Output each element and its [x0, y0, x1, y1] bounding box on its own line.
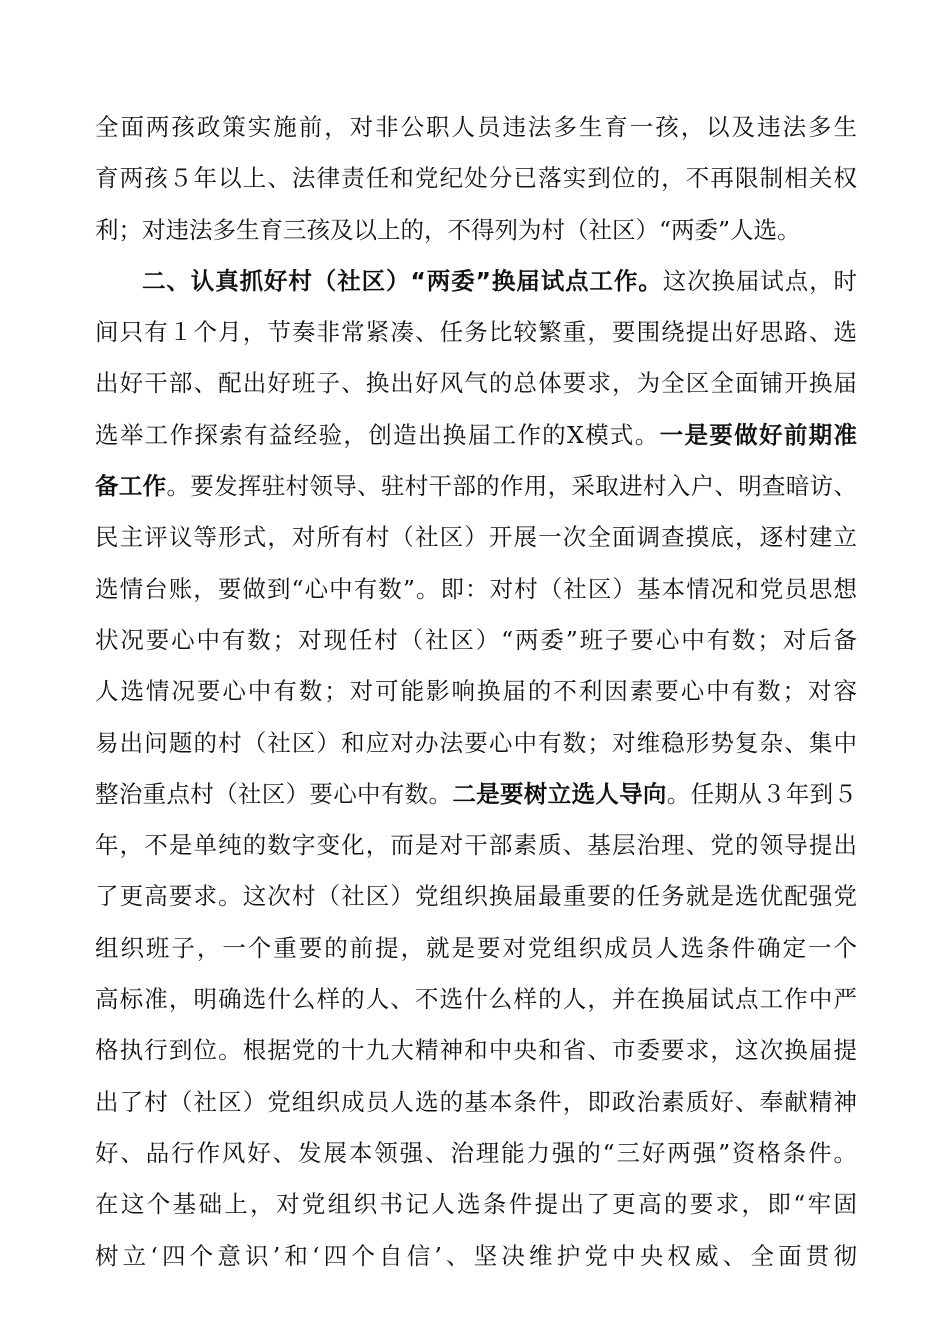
text-line-18 — [95, 974, 857, 1025]
text-line-13 — [95, 718, 857, 769]
text-line-15 — [95, 820, 857, 871]
text-line-20 — [95, 1077, 857, 1128]
section-heading-line — [95, 256, 857, 307]
text-line-9 — [95, 512, 857, 563]
text-line-3 — [95, 205, 857, 256]
line-text: 格执行到位。根据党的十九大精神和中央和省、市委要求，这次换届提 — [95, 1036, 857, 1065]
line-text: 人选情况要心中有数；对可能影响换届的不利因素要心中有数；对容 — [95, 677, 857, 706]
text-line-5 — [95, 307, 857, 358]
text-line-7 — [95, 410, 857, 461]
line-text: 年，不是单纯的数字变化，而是对干部素质、基层治理、党的领导提出 — [95, 831, 857, 860]
text-line-21 — [95, 1128, 857, 1179]
text-line-19 — [95, 1025, 857, 1076]
text-line-10 — [95, 564, 857, 615]
line-text: 好、品行作风好、发展本领强、治理能力强的“三好两强”资格条件。 — [95, 1138, 857, 1167]
line-text: 在这个基础上，对党组织书记人选条件提出了更高的要求，即“牢固 — [95, 1190, 857, 1219]
text-line-2 — [95, 153, 857, 204]
line-text: 。要发挥驻村领导、驻村干部的作用，采取进村入户、明查暗访、 — [166, 472, 857, 501]
body-text — [95, 102, 857, 1282]
line-text: 。任期从３年到５ — [666, 779, 857, 808]
text-line-11 — [95, 615, 857, 666]
line-text: 选举工作探索有益经验，创造出换届工作的X模式。 — [95, 420, 660, 449]
line-text: 间只有１个月，节奏非常紧凑、任务比较繁重，要围绕提出好思路、选 — [95, 318, 857, 347]
text-line-8 — [95, 461, 857, 512]
line-text: 易出问题的村（社区）和应对办法要心中有数；对维稳形势复杂、集中 — [95, 728, 857, 757]
text-line-14 — [95, 769, 857, 820]
line-text: 这次换届试点，时 — [662, 266, 857, 295]
line-text: 出好干部、配出好班子、换出好风气的总体要求，为全区全面铺开换届 — [95, 369, 857, 398]
line-text: 全面两孩政策实施前，对非公职人员违法多生育一孩，以及违法多生 — [95, 113, 857, 141]
line-text: 利；对违法多生育三孩及以上的，不得列为村（社区）“两委”人选。 — [95, 215, 801, 244]
line-text: 民主评议等形式，对所有村（社区）开展一次全面调查摸底，逐村建立 — [95, 523, 857, 552]
subheading-1: 一是要做好前期准 — [659, 420, 857, 449]
text-line-1 — [95, 102, 857, 153]
line-text: 了更高要求。这次村（社区）党组织换届最重要的任务就是选优配强党 — [95, 882, 857, 911]
text-line-23 — [95, 1231, 857, 1282]
line-text: 出了村（社区）党组织成员人选的基本条件，即政治素质好、奉献精神 — [95, 1087, 857, 1116]
section-heading: 二、认真抓好村（社区）“两委”换届试点工作。 — [142, 266, 663, 295]
subheading-1-cont: 备工作 — [95, 472, 167, 501]
text-line-16 — [95, 871, 857, 922]
subheading-2: 二是要树立选人导向 — [452, 779, 667, 808]
text-line-17 — [95, 923, 857, 974]
line-text: 高标准，明确选什么样的人、不选什么样的人，并在换届试点工作中严 — [95, 985, 857, 1014]
line-text: 状况要心中有数；对现任村（社区）“两委”班子要心中有数；对后备 — [95, 625, 857, 654]
line-text: 树立‘四个意识’和‘四个自信’、坚决维护党中央权威、全面贯彻 — [95, 1241, 857, 1270]
line-text: 整治重点村（社区）要心中有数。 — [95, 779, 453, 808]
text-line-12 — [95, 666, 857, 717]
line-text: 选情台账，要做到“心中有数”。即：对村（社区）基本情况和党员思想 — [95, 574, 857, 603]
text-line-6 — [95, 358, 857, 409]
line-text: 组织班子，一个重要的前提，就是要对党组织成员人选条件确定一个 — [95, 933, 857, 962]
line-text: 育两孩５年以上、法律责任和党纪处分已落实到位的，不再限制相关权 — [95, 164, 857, 193]
text-line-22 — [95, 1179, 857, 1230]
